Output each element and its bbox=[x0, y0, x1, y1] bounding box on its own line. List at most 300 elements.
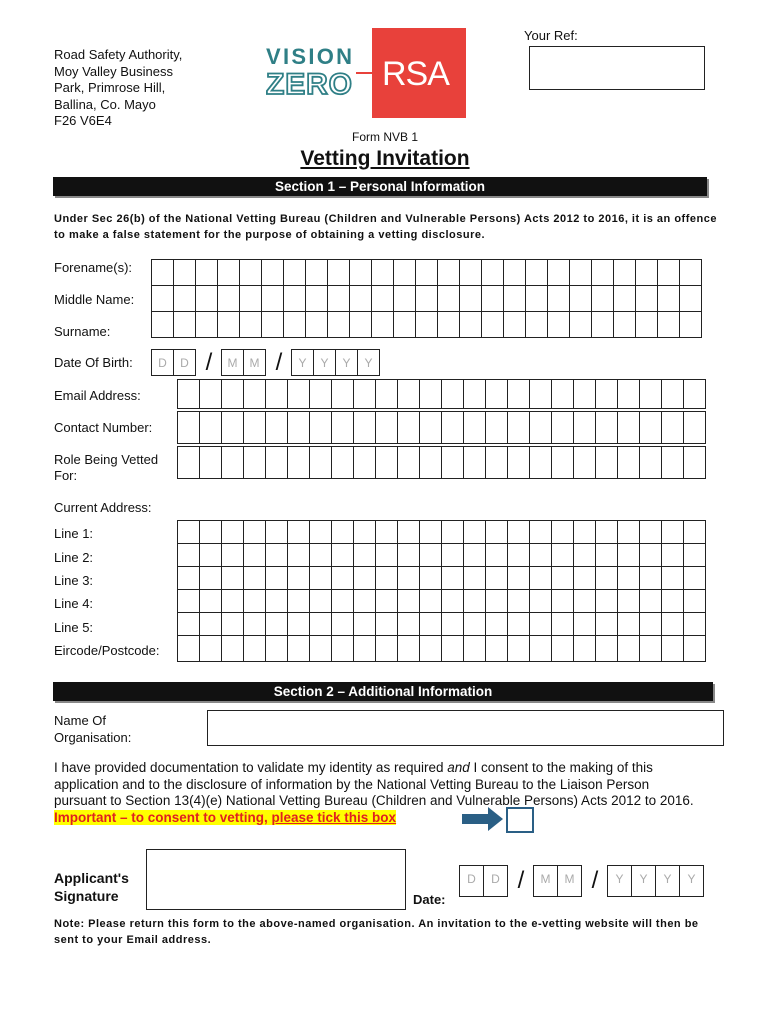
character-box[interactable] bbox=[243, 411, 266, 444]
character-box[interactable] bbox=[393, 311, 416, 338]
character-box[interactable] bbox=[287, 411, 310, 444]
character-box[interactable] bbox=[463, 446, 486, 479]
character-box[interactable] bbox=[305, 285, 328, 312]
character-box[interactable] bbox=[617, 520, 640, 544]
character-box[interactable] bbox=[349, 311, 372, 338]
character-box[interactable] bbox=[327, 311, 350, 338]
character-box[interactable] bbox=[657, 311, 680, 338]
character-box[interactable] bbox=[639, 411, 662, 444]
character-box[interactable] bbox=[683, 411, 706, 444]
character-box[interactable] bbox=[265, 446, 288, 479]
character-box[interactable] bbox=[151, 259, 174, 286]
character-box[interactable] bbox=[525, 285, 548, 312]
character-box[interactable] bbox=[375, 612, 398, 636]
character-box[interactable] bbox=[309, 635, 332, 662]
character-box[interactable] bbox=[331, 446, 354, 479]
character-box[interactable] bbox=[595, 411, 618, 444]
character-box[interactable] bbox=[151, 285, 174, 312]
character-box[interactable] bbox=[265, 520, 288, 544]
character-box[interactable] bbox=[507, 589, 530, 613]
character-box[interactable] bbox=[397, 589, 420, 613]
character-box[interactable] bbox=[305, 259, 328, 286]
character-box[interactable] bbox=[437, 311, 460, 338]
character-box[interactable] bbox=[683, 446, 706, 479]
character-box[interactable] bbox=[595, 379, 618, 409]
character-box[interactable] bbox=[287, 635, 310, 662]
character-box[interactable] bbox=[657, 285, 680, 312]
character-box[interactable] bbox=[393, 285, 416, 312]
character-box[interactable] bbox=[243, 566, 266, 590]
character-box[interactable] bbox=[309, 589, 332, 613]
date-field[interactable] bbox=[460, 865, 704, 897]
character-box[interactable] bbox=[327, 285, 350, 312]
character-box[interactable] bbox=[419, 446, 442, 479]
character-box[interactable] bbox=[221, 446, 244, 479]
address-line-4-field[interactable] bbox=[178, 589, 706, 613]
dob-field[interactable] bbox=[152, 349, 380, 376]
character-box[interactable] bbox=[639, 379, 662, 409]
character-box[interactable] bbox=[547, 311, 570, 338]
character-box[interactable] bbox=[573, 543, 596, 567]
character-box[interactable] bbox=[595, 635, 618, 662]
character-box[interactable] bbox=[529, 543, 552, 567]
character-box[interactable] bbox=[437, 259, 460, 286]
character-box[interactable] bbox=[199, 411, 222, 444]
character-box[interactable] bbox=[441, 543, 464, 567]
dob-month-cell[interactable]: M bbox=[243, 349, 266, 376]
character-box[interactable] bbox=[265, 543, 288, 567]
character-box[interactable] bbox=[503, 285, 526, 312]
character-box[interactable] bbox=[485, 543, 508, 567]
character-box[interactable] bbox=[331, 612, 354, 636]
character-box[interactable] bbox=[463, 520, 486, 544]
character-box[interactable] bbox=[507, 566, 530, 590]
character-box[interactable] bbox=[309, 446, 332, 479]
character-box[interactable] bbox=[397, 446, 420, 479]
character-box[interactable] bbox=[375, 446, 398, 479]
character-box[interactable] bbox=[635, 259, 658, 286]
character-box[interactable] bbox=[419, 566, 442, 590]
character-box[interactable] bbox=[551, 566, 574, 590]
character-box[interactable] bbox=[331, 543, 354, 567]
character-box[interactable] bbox=[397, 635, 420, 662]
character-box[interactable] bbox=[463, 543, 486, 567]
character-box[interactable] bbox=[441, 635, 464, 662]
character-box[interactable] bbox=[507, 543, 530, 567]
character-box[interactable] bbox=[419, 379, 442, 409]
character-box[interactable] bbox=[199, 446, 222, 479]
character-box[interactable] bbox=[239, 285, 262, 312]
character-box[interactable] bbox=[591, 259, 614, 286]
character-box[interactable] bbox=[639, 635, 662, 662]
character-box[interactable] bbox=[573, 635, 596, 662]
character-box[interactable] bbox=[591, 311, 614, 338]
character-box[interactable] bbox=[265, 379, 288, 409]
date-year-cell[interactable]: Y bbox=[607, 865, 632, 897]
character-box[interactable] bbox=[617, 589, 640, 613]
character-box[interactable] bbox=[327, 259, 350, 286]
character-box[interactable] bbox=[639, 566, 662, 590]
character-box[interactable] bbox=[573, 589, 596, 613]
character-box[interactable] bbox=[639, 520, 662, 544]
character-box[interactable] bbox=[283, 311, 306, 338]
character-box[interactable] bbox=[375, 543, 398, 567]
character-box[interactable] bbox=[287, 520, 310, 544]
character-box[interactable] bbox=[551, 411, 574, 444]
character-box[interactable] bbox=[177, 566, 200, 590]
character-box[interactable] bbox=[261, 259, 284, 286]
character-box[interactable] bbox=[331, 566, 354, 590]
character-box[interactable] bbox=[683, 520, 706, 544]
character-box[interactable] bbox=[195, 311, 218, 338]
character-box[interactable] bbox=[463, 612, 486, 636]
character-box[interactable] bbox=[485, 635, 508, 662]
character-box[interactable] bbox=[195, 285, 218, 312]
character-box[interactable] bbox=[639, 446, 662, 479]
character-box[interactable] bbox=[679, 259, 702, 286]
character-box[interactable] bbox=[613, 259, 636, 286]
character-box[interactable] bbox=[243, 543, 266, 567]
character-box[interactable] bbox=[661, 520, 684, 544]
character-box[interactable] bbox=[617, 635, 640, 662]
character-box[interactable] bbox=[529, 635, 552, 662]
character-box[interactable] bbox=[353, 543, 376, 567]
character-box[interactable] bbox=[243, 379, 266, 409]
character-box[interactable] bbox=[353, 589, 376, 613]
character-box[interactable] bbox=[265, 635, 288, 662]
character-box[interactable] bbox=[287, 446, 310, 479]
character-box[interactable] bbox=[353, 612, 376, 636]
character-box[interactable] bbox=[243, 612, 266, 636]
character-box[interactable] bbox=[177, 379, 200, 409]
character-box[interactable] bbox=[529, 411, 552, 444]
character-box[interactable] bbox=[199, 520, 222, 544]
signature-field[interactable] bbox=[146, 849, 406, 910]
middle-name-field[interactable] bbox=[152, 285, 702, 312]
character-box[interactable] bbox=[217, 311, 240, 338]
character-box[interactable] bbox=[551, 446, 574, 479]
character-box[interactable] bbox=[309, 566, 332, 590]
consent-checkbox[interactable] bbox=[506, 807, 534, 833]
character-box[interactable] bbox=[551, 379, 574, 409]
character-box[interactable] bbox=[679, 285, 702, 312]
character-box[interactable] bbox=[481, 259, 504, 286]
character-box[interactable] bbox=[173, 285, 196, 312]
character-box[interactable] bbox=[683, 566, 706, 590]
character-box[interactable] bbox=[397, 379, 420, 409]
character-box[interactable] bbox=[221, 635, 244, 662]
character-box[interactable] bbox=[617, 379, 640, 409]
character-box[interactable] bbox=[177, 589, 200, 613]
character-box[interactable] bbox=[173, 259, 196, 286]
eircode-field[interactable] bbox=[178, 635, 706, 662]
character-box[interactable] bbox=[573, 446, 596, 479]
character-box[interactable] bbox=[371, 259, 394, 286]
character-box[interactable] bbox=[617, 566, 640, 590]
character-box[interactable] bbox=[221, 411, 244, 444]
date-year-cell[interactable]: Y bbox=[679, 865, 704, 897]
character-box[interactable] bbox=[459, 259, 482, 286]
character-box[interactable] bbox=[661, 612, 684, 636]
character-box[interactable] bbox=[173, 311, 196, 338]
character-box[interactable] bbox=[485, 446, 508, 479]
character-box[interactable] bbox=[573, 566, 596, 590]
character-box[interactable] bbox=[485, 411, 508, 444]
character-box[interactable] bbox=[481, 311, 504, 338]
character-box[interactable] bbox=[441, 520, 464, 544]
character-box[interactable] bbox=[397, 612, 420, 636]
character-box[interactable] bbox=[551, 543, 574, 567]
character-box[interactable] bbox=[375, 589, 398, 613]
character-box[interactable] bbox=[221, 566, 244, 590]
email-field[interactable] bbox=[178, 379, 706, 409]
character-box[interactable] bbox=[569, 259, 592, 286]
character-box[interactable] bbox=[177, 635, 200, 662]
character-box[interactable] bbox=[551, 612, 574, 636]
character-box[interactable] bbox=[177, 543, 200, 567]
character-box[interactable] bbox=[217, 259, 240, 286]
character-box[interactable] bbox=[353, 566, 376, 590]
character-box[interactable] bbox=[569, 311, 592, 338]
character-box[interactable] bbox=[661, 446, 684, 479]
character-box[interactable] bbox=[375, 379, 398, 409]
character-box[interactable] bbox=[261, 285, 284, 312]
character-box[interactable] bbox=[639, 589, 662, 613]
character-box[interactable] bbox=[463, 411, 486, 444]
character-box[interactable] bbox=[261, 311, 284, 338]
role-field[interactable] bbox=[178, 446, 706, 479]
character-box[interactable] bbox=[463, 566, 486, 590]
character-box[interactable] bbox=[419, 411, 442, 444]
date-year-cell[interactable]: Y bbox=[631, 865, 656, 897]
date-year-cell[interactable]: Y bbox=[655, 865, 680, 897]
character-box[interactable] bbox=[591, 285, 614, 312]
dob-year-cell[interactable]: Y bbox=[291, 349, 314, 376]
character-box[interactable] bbox=[151, 311, 174, 338]
character-box[interactable] bbox=[331, 635, 354, 662]
address-line-3-field[interactable] bbox=[178, 566, 706, 590]
character-box[interactable] bbox=[283, 285, 306, 312]
character-box[interactable] bbox=[639, 612, 662, 636]
character-box[interactable] bbox=[177, 411, 200, 444]
character-box[interactable] bbox=[529, 566, 552, 590]
character-box[interactable] bbox=[683, 543, 706, 567]
character-box[interactable] bbox=[661, 379, 684, 409]
character-box[interactable] bbox=[485, 379, 508, 409]
character-box[interactable] bbox=[635, 285, 658, 312]
contact-number-field[interactable] bbox=[178, 411, 706, 444]
character-box[interactable] bbox=[547, 259, 570, 286]
character-box[interactable] bbox=[459, 311, 482, 338]
dob-year-cell[interactable]: Y bbox=[313, 349, 336, 376]
character-box[interactable] bbox=[595, 543, 618, 567]
character-box[interactable] bbox=[349, 285, 372, 312]
character-box[interactable] bbox=[397, 411, 420, 444]
character-box[interactable] bbox=[371, 285, 394, 312]
date-day-cell[interactable]: D bbox=[483, 865, 508, 897]
character-box[interactable] bbox=[481, 285, 504, 312]
character-box[interactable] bbox=[441, 566, 464, 590]
character-box[interactable] bbox=[595, 566, 618, 590]
character-box[interactable] bbox=[617, 543, 640, 567]
character-box[interactable] bbox=[309, 520, 332, 544]
character-box[interactable] bbox=[243, 635, 266, 662]
character-box[interactable] bbox=[217, 285, 240, 312]
character-box[interactable] bbox=[661, 543, 684, 567]
character-box[interactable] bbox=[529, 446, 552, 479]
character-box[interactable] bbox=[375, 520, 398, 544]
character-box[interactable] bbox=[287, 589, 310, 613]
character-box[interactable] bbox=[331, 379, 354, 409]
character-box[interactable] bbox=[463, 589, 486, 613]
organisation-field[interactable] bbox=[207, 710, 724, 746]
character-box[interactable] bbox=[529, 612, 552, 636]
character-box[interactable] bbox=[353, 520, 376, 544]
character-box[interactable] bbox=[595, 589, 618, 613]
character-box[interactable] bbox=[309, 411, 332, 444]
character-box[interactable] bbox=[441, 446, 464, 479]
character-box[interactable] bbox=[265, 566, 288, 590]
character-box[interactable] bbox=[353, 446, 376, 479]
character-box[interactable] bbox=[419, 635, 442, 662]
character-box[interactable] bbox=[353, 635, 376, 662]
character-box[interactable] bbox=[375, 566, 398, 590]
character-box[interactable] bbox=[551, 520, 574, 544]
character-box[interactable] bbox=[679, 311, 702, 338]
dob-day-cell[interactable]: D bbox=[173, 349, 196, 376]
character-box[interactable] bbox=[419, 543, 442, 567]
character-box[interactable] bbox=[595, 446, 618, 479]
character-box[interactable] bbox=[283, 259, 306, 286]
character-box[interactable] bbox=[199, 589, 222, 613]
character-box[interactable] bbox=[485, 612, 508, 636]
date-day-cell[interactable]: D bbox=[459, 865, 484, 897]
character-box[interactable] bbox=[415, 259, 438, 286]
character-box[interactable] bbox=[199, 635, 222, 662]
character-box[interactable] bbox=[441, 589, 464, 613]
date-month-cell[interactable]: M bbox=[557, 865, 582, 897]
character-box[interactable] bbox=[199, 543, 222, 567]
character-box[interactable] bbox=[221, 520, 244, 544]
character-box[interactable] bbox=[265, 612, 288, 636]
character-box[interactable] bbox=[441, 379, 464, 409]
character-box[interactable] bbox=[349, 259, 372, 286]
character-box[interactable] bbox=[199, 379, 222, 409]
character-box[interactable] bbox=[525, 311, 548, 338]
character-box[interactable] bbox=[573, 379, 596, 409]
character-box[interactable] bbox=[287, 379, 310, 409]
character-box[interactable] bbox=[617, 446, 640, 479]
character-box[interactable] bbox=[661, 635, 684, 662]
dob-year-cell[interactable]: Y bbox=[357, 349, 380, 376]
character-box[interactable] bbox=[547, 285, 570, 312]
character-box[interactable] bbox=[177, 446, 200, 479]
character-box[interactable] bbox=[437, 285, 460, 312]
character-box[interactable] bbox=[393, 259, 416, 286]
character-box[interactable] bbox=[507, 635, 530, 662]
character-box[interactable] bbox=[309, 379, 332, 409]
character-box[interactable] bbox=[613, 285, 636, 312]
surname-field[interactable] bbox=[152, 311, 702, 338]
character-box[interactable] bbox=[661, 411, 684, 444]
character-box[interactable] bbox=[243, 589, 266, 613]
character-box[interactable] bbox=[441, 411, 464, 444]
character-box[interactable] bbox=[239, 259, 262, 286]
character-box[interactable] bbox=[419, 520, 442, 544]
character-box[interactable] bbox=[613, 311, 636, 338]
character-box[interactable] bbox=[199, 566, 222, 590]
character-box[interactable] bbox=[503, 259, 526, 286]
character-box[interactable] bbox=[397, 566, 420, 590]
character-box[interactable] bbox=[331, 589, 354, 613]
character-box[interactable] bbox=[507, 520, 530, 544]
character-box[interactable] bbox=[683, 589, 706, 613]
character-box[interactable] bbox=[507, 379, 530, 409]
character-box[interactable] bbox=[683, 612, 706, 636]
dob-day-cell[interactable]: D bbox=[151, 349, 174, 376]
character-box[interactable] bbox=[463, 379, 486, 409]
character-box[interactable] bbox=[463, 635, 486, 662]
character-box[interactable] bbox=[525, 259, 548, 286]
character-box[interactable] bbox=[221, 379, 244, 409]
character-box[interactable] bbox=[331, 411, 354, 444]
character-box[interactable] bbox=[529, 589, 552, 613]
character-box[interactable] bbox=[419, 612, 442, 636]
character-box[interactable] bbox=[683, 635, 706, 662]
character-box[interactable] bbox=[177, 520, 200, 544]
character-box[interactable] bbox=[459, 285, 482, 312]
character-box[interactable] bbox=[397, 543, 420, 567]
dob-month-cell[interactable]: M bbox=[221, 349, 244, 376]
character-box[interactable] bbox=[661, 589, 684, 613]
character-box[interactable] bbox=[415, 311, 438, 338]
character-box[interactable] bbox=[503, 311, 526, 338]
character-box[interactable] bbox=[551, 589, 574, 613]
character-box[interactable] bbox=[265, 411, 288, 444]
character-box[interactable] bbox=[195, 259, 218, 286]
character-box[interactable] bbox=[683, 379, 706, 409]
character-box[interactable] bbox=[573, 411, 596, 444]
character-box[interactable] bbox=[287, 566, 310, 590]
character-box[interactable] bbox=[243, 446, 266, 479]
character-box[interactable] bbox=[177, 612, 200, 636]
character-box[interactable] bbox=[595, 612, 618, 636]
character-box[interactable] bbox=[243, 520, 266, 544]
character-box[interactable] bbox=[569, 285, 592, 312]
character-box[interactable] bbox=[639, 543, 662, 567]
character-box[interactable] bbox=[305, 311, 328, 338]
character-box[interactable] bbox=[657, 259, 680, 286]
character-box[interactable] bbox=[441, 612, 464, 636]
character-box[interactable] bbox=[485, 520, 508, 544]
character-box[interactable] bbox=[507, 446, 530, 479]
character-box[interactable] bbox=[331, 520, 354, 544]
character-box[interactable] bbox=[265, 589, 288, 613]
character-box[interactable] bbox=[573, 612, 596, 636]
address-line-5-field[interactable] bbox=[178, 612, 706, 636]
character-box[interactable] bbox=[529, 379, 552, 409]
character-box[interactable] bbox=[617, 612, 640, 636]
character-box[interactable] bbox=[529, 520, 552, 544]
character-box[interactable] bbox=[397, 520, 420, 544]
forename-field[interactable] bbox=[152, 259, 702, 286]
character-box[interactable] bbox=[551, 635, 574, 662]
character-box[interactable] bbox=[595, 520, 618, 544]
character-box[interactable] bbox=[507, 612, 530, 636]
character-box[interactable] bbox=[635, 311, 658, 338]
date-month-cell[interactable]: M bbox=[533, 865, 558, 897]
address-line-1-field[interactable] bbox=[178, 520, 706, 544]
